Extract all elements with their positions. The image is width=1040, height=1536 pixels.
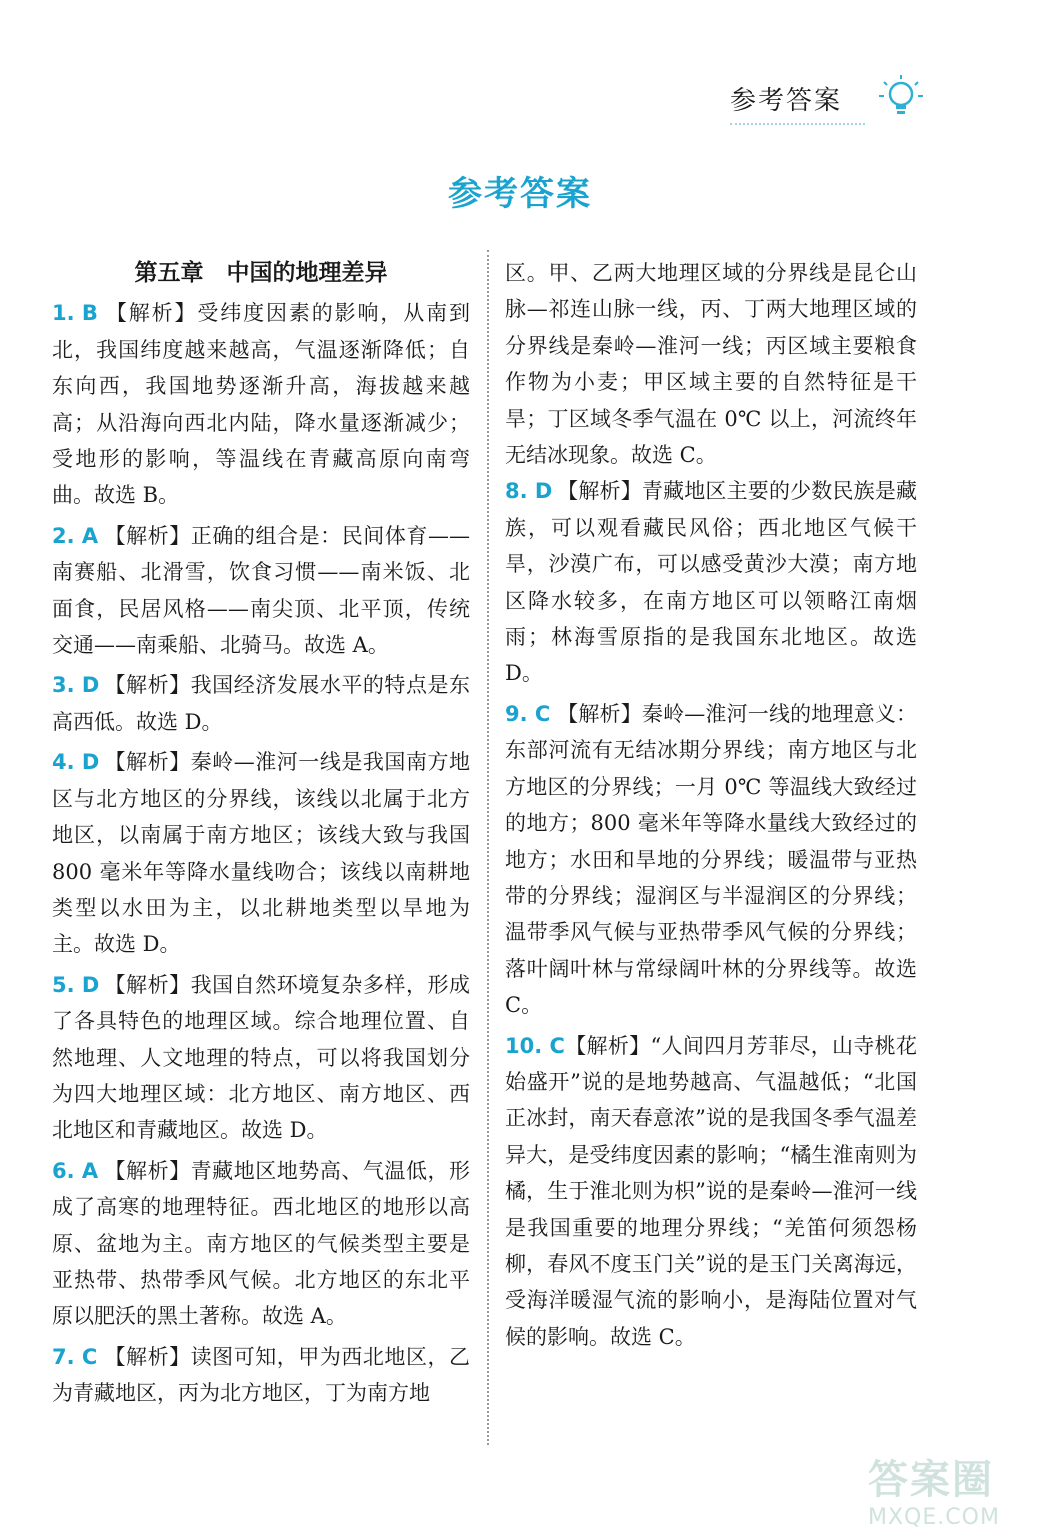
analysis-tag: 【解析】: [557, 701, 642, 726]
answer-text: “人间四月芳菲尽，山寺桃花始盛开”说的是地势越高、气温越低；“北国正冰封，南天春意浓”说的是我国冬季气温差异大，是受纬度因素的影响；“橘生淮南则为橘，生于淮北则为枳”说的是秦岭—淮河一线是我国重要的地理分界线；“羌笛何须怨杨柳，春风不度玉门关”说的是玉门关离海远，受海洋暖湿气流的影响小，是海陆位置对气候的影响。故选 C。: [505, 1033, 917, 1349]
answer-number: 9. C: [505, 701, 551, 726]
answer-7-continuation: 区。甲、乙两大地理区域的分界线是昆仑山脉—祁连山脉一线，丙、丁两大地理区域的分界线是秦岭—淮河一线；丙区域主要粮食作物为小麦；甲区域主要的自然特征是干旱；丁区域冬季气温在 0℃ 以上，河流终年无结冰现象。故选 C。: [505, 261, 917, 468]
left-column: [52, 255, 470, 1416]
answer-number: 6. A: [52, 1158, 99, 1183]
watermark-url: MXQE.COM: [868, 1505, 1000, 1530]
lightbulb-icon: [875, 72, 927, 124]
watermark-logo: [868, 1448, 1028, 1528]
answer-item: [52, 967, 470, 1149]
watermark-logo-text: 答案圈: [868, 1457, 994, 1503]
chapter-heading: 第五章 中国的地理差异: [134, 260, 388, 286]
answer-text: 青藏地区主要的少数民族是藏族，可以观看藏民风俗；西北地区气候干旱，沙漠广布，可以感受黄沙大漠；南方地区降水较多，在南方地区可以领略江南烟雨；林海雪原指的是我国东北地区。故选 D。: [505, 479, 918, 686]
answer-item: [505, 473, 917, 691]
answer-list-left: [52, 295, 470, 1411]
analysis-tag: 【解析】: [104, 523, 191, 548]
answer-number: 5. D: [52, 972, 100, 997]
answer-number: 4. D: [52, 750, 100, 775]
answer-item: [505, 696, 917, 1024]
answer-number: 7. C: [52, 1344, 98, 1369]
answer-text: 青藏地区地势高、气温低，形成了高寒的地理特征。西北地区的地形以高原、盆地为主。南方地区的气候类型主要是亚热带、热带季风气候。北方地区的东北平原以肥沃的黑土著称。故选 A。: [52, 1158, 471, 1329]
right-column: [505, 255, 917, 1359]
answer-item: [505, 1028, 917, 1356]
analysis-tag: 【解析】: [104, 972, 191, 997]
answer-number: 8. D: [505, 479, 553, 504]
answer-item: [52, 518, 470, 664]
answer-text: 我国自然环境复杂多样，形成了各具特色的地理区域。综合地理位置、自然地理、人文地理的特点，可以将我国划分为四大地理区域：北方地区、南方地区、西北地区和青藏地区。故选 D。: [52, 972, 471, 1143]
analysis-tag: 【解析】: [564, 1033, 651, 1058]
header-label: 参考答案: [730, 80, 865, 125]
answer-number: 1. B: [52, 301, 98, 326]
answer-text: 正确的组合是：民间体育——南赛船、北滑雪，饮食习惯——南米饭、北面食，民居风格——南尖顶、北平顶，传统交通——南乘船、北骑马。故选 A。: [52, 523, 470, 658]
analysis-tag: 【解析】: [104, 1344, 191, 1369]
answer-text: 受纬度因素的影响，从南到北，我国纬度越来越高，气温逐渐降低；自东向西，我国地势逐渐升高，海拔越来越高；从沿海向西北内陆，降水量逐渐减少；受地形的影响，等温线在青藏高原向南弯曲。故选 B。: [52, 301, 470, 508]
answer-number: 10. C: [505, 1033, 565, 1058]
answer-item: [52, 667, 470, 740]
answer-number: 3. D: [52, 673, 100, 698]
page-title: 参考答案: [448, 174, 592, 214]
answer-item: [52, 1339, 470, 1412]
answer-number: 2. A: [52, 523, 99, 548]
answer-text: 读图可知，甲为西北地区，乙为青藏地区，丙为北方地区，丁为南方地: [52, 1344, 471, 1406]
analysis-tag: 【解析】: [104, 750, 191, 775]
answer-text: 秦岭—淮河一线是我国南方地区与北方地区的分界线，该线以北属于北方地区，以南属于南方地区；该线大致与我国 800 毫米年等降水量线吻合；该线以南耕地类型以水田为主，以北耕地类型以旱地为主。故选 D。: [52, 750, 471, 957]
analysis-tag: 【解析】: [104, 301, 198, 326]
answer-text: 我国经济发展水平的特点是东高西低。故选 D。: [52, 673, 471, 734]
answer-list-right: [505, 473, 917, 1355]
answer-item: [52, 744, 470, 962]
analysis-tag: 【解析】: [557, 479, 642, 504]
analysis-tag: 【解析】: [104, 1158, 191, 1183]
analysis-tag: 【解析】: [104, 673, 191, 698]
column-divider: [487, 250, 489, 1445]
answer-text: 秦岭—淮河一线的地理意义：东部河流有无结冰期分界线；南方地区与北方地区的分界线；一月 0℃ 等温线大致经过的地方；800 毫米年等降水量线大致经过的地方；水田和旱地的分界线；暖温带与亚热带的分界线；湿润区与半湿润区的分界线；温带季风气候与亚热带季风气候的分界线；落叶阔叶林与常绿阔叶林的分界线等。故选 C。: [505, 701, 918, 1018]
answer-item: [52, 1153, 470, 1335]
answer-item: [52, 295, 470, 513]
